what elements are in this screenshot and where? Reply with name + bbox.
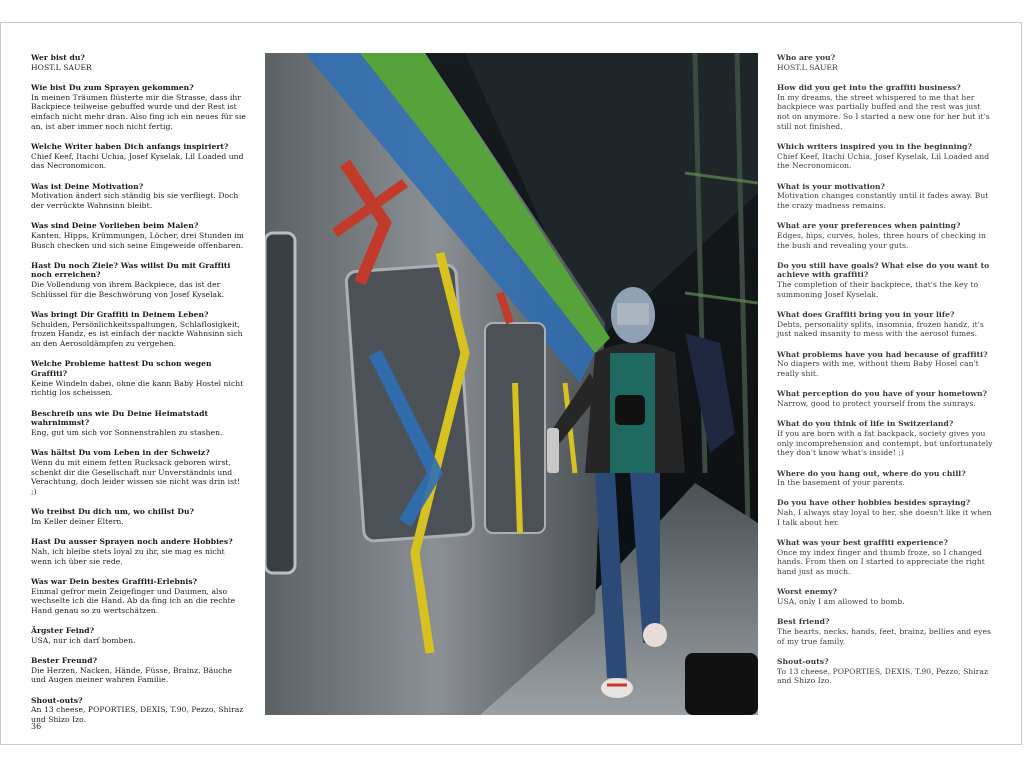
answer: Nah, I always stay loyal to her, she doesn't like it when I talk about her. — [777, 508, 992, 527]
qa-item — [31, 626, 246, 645]
question: Bester Freund? — [31, 656, 98, 666]
answer: Die Vollendung von ihrem Backpiece, das ist der Schlüssel für die Beschwörung von Josef Kyselak. — [31, 280, 225, 299]
question: Welche Probleme hattest Du schon wegen Graffiti? — [31, 359, 212, 379]
answer: HOST.L SAUER — [777, 62, 838, 72]
answer: Edges, hips, curves, holes, three hours of checking in the bush and revealing your guts. — [777, 230, 986, 250]
question: Wo treibst Du dich um, wo chillst Du? — [31, 507, 195, 517]
graffiti-train-photo — [265, 53, 758, 715]
qa-item — [777, 657, 995, 686]
qa-item — [777, 469, 995, 488]
question: Which writers inspired you in the beginning? — [777, 141, 973, 151]
qa-item — [31, 577, 246, 616]
qa-item — [31, 221, 246, 250]
qa-item — [777, 419, 995, 458]
question: Beschreib uns wie Du Deine Heimatstadt wahrnimmst? — [31, 408, 209, 428]
question: Welche Writer haben Dich anfangs inspiriert? — [31, 141, 229, 151]
qa-item — [777, 182, 995, 211]
question: Wer bist du? — [31, 53, 85, 62]
qa-item — [777, 617, 995, 646]
answer: HOST.L SAUER — [31, 62, 92, 72]
question: Do you have other hobbies besides spraying? — [777, 498, 971, 508]
question: Wie bist Du zum Sprayen gekommen? — [31, 82, 194, 92]
qa-item — [31, 310, 246, 349]
answer: Eng, gut um sich vor Sonnenstrahlen zu stashen. — [31, 428, 223, 438]
qa-item — [777, 261, 995, 300]
answer: Einmal gefror mein Zeigefinger und Daumen, also wechselte ich die Hand. Ab da fing ich an die rechte Hand genau so zu wertschätzen. — [31, 586, 236, 615]
qa-item — [31, 507, 246, 526]
answer: Chief Keef, Itachi Uchia, Josef Kyselak, Lil Loaded und das Necronomicon. — [31, 151, 244, 171]
qa-item — [777, 310, 995, 339]
qa-item — [777, 587, 995, 606]
qa-item — [777, 221, 995, 250]
qa-item — [31, 409, 246, 438]
answer: Motivation changes constantly until it fades away. But the crazy madness remains. — [777, 191, 989, 210]
answer: Motivation ändert sich ständig bis sie verfliegt. Doch der verrückte Wahnsinn bleibt. — [31, 191, 239, 210]
question: Shout-outs? — [777, 656, 829, 666]
answer: To 13 cheese, POPORTIES, DEXIS, T.90, Pezzo, Shiraz and Shizo Izo. — [777, 666, 989, 686]
question: Shout-outs? — [31, 695, 83, 705]
qa-item — [777, 83, 995, 132]
answer: No diapers with me, without them Baby Hosel can't really shit. — [777, 359, 979, 379]
answer: Wenn du mit einem fetten Rucksack geboren wirst, schenkt dir die Gesellschaft nur Unverständnis und Verachtung, doch leider wissen sie nicht was drin ist! ;) — [31, 458, 241, 497]
qa-item — [777, 498, 995, 527]
answer: USA, nur ich darf bomben. — [31, 635, 136, 645]
qa-item — [31, 83, 246, 132]
qa-item — [31, 359, 246, 398]
question: What are your preferences when painting? — [777, 221, 961, 231]
answer: Keine Windeln dabei, ohne die kann Baby Hostel nicht richtig los scheissen. — [31, 378, 244, 398]
qa-item — [777, 538, 995, 577]
question: Who are you? — [777, 53, 836, 62]
question: What does Graffiti bring you in your life? — [777, 310, 955, 320]
answer: Schulden, Persönlichkeitsspaltungen, Schlaflosigkeit, frozen Handz, es ist einfach der nackte Wahnsinn sich an den Aerosoldämpfen zu vergehen. — [31, 319, 243, 349]
interview-german-column — [31, 53, 246, 735]
question: Do you still have goals? What else do you want to achieve with graffiti? — [777, 260, 990, 280]
answer: Die Herzen, Nacken, Hände, Füsse, Brainz, Bäuche und Augen meiner wahren Familie. — [31, 665, 233, 685]
answer: The hearts, necks, hands, feet, brainz, bellies and eyes of my true family. — [777, 626, 991, 646]
qa-item — [31, 182, 246, 211]
qa-item — [31, 142, 246, 171]
question: What is your motivation? — [777, 181, 886, 191]
answer: Kanten, Hipps, Krümmungen, Löcher, drei Stunden im Busch checken und sich seine Eingeweide offenbaren. — [31, 230, 244, 250]
answer: Narrow, good to protect yourself from the sunrays. — [777, 398, 976, 408]
question: Hast Du ausser Sprayen noch andere Hobbies? — [31, 537, 233, 547]
answer: In the basement of your parents. — [777, 478, 905, 488]
qa-item — [31, 537, 246, 566]
answer: Chief Keef, Itachi Uchia, Josef Kyselak, Lil Loaded and the Necronomicon. — [777, 151, 990, 171]
qa-item — [31, 696, 246, 725]
question: Was sind Deine Vorlieben beim Malen? — [31, 221, 199, 231]
answer: In my dreams, the street whispered to me that her backpiece was partially buffed and the rest was just not on anymore. So I started a new one for her but it's still not finished. — [777, 92, 990, 131]
answer: Debts, personality splits, insomnia, frozen handz, it's just naked insanity to mess with the aerosol fumes. — [777, 319, 984, 339]
question: What perception do you have of your hometown? — [777, 389, 988, 399]
qa-item — [777, 142, 995, 171]
question: Best friend? — [777, 617, 830, 627]
question: Was war Dein bestes Graffiti-Erlebnis? — [31, 576, 198, 586]
question: What problems have you had because of graffiti? — [777, 349, 988, 359]
question: What was your best graffiti experience? — [777, 538, 948, 548]
question: Hast Du noch Ziele? Was willst Du mit Graffiti noch erreichen? — [31, 260, 231, 280]
qa-item — [777, 350, 995, 379]
question: Ärgster Feind? — [31, 626, 95, 636]
photo-graffiti-train-night-icon — [265, 53, 758, 715]
answer: USA, only I am allowed to bomb. — [777, 597, 905, 607]
qa-item — [777, 389, 995, 408]
qa-item — [31, 53, 246, 72]
question: How did you get into the graffiti business? — [777, 82, 961, 92]
question: What do you think of life in Switzerland? — [777, 419, 954, 429]
page-number: 36 — [31, 722, 42, 731]
answer: The completion of their backpiece, that's the key to summoning Josef Kyselak. — [777, 280, 979, 299]
qa-item — [31, 448, 246, 497]
answer: If you are born with a fat backpack, society gives you only incomprehension and contempt, but unfortunately they don't know what's inside! ;) — [777, 428, 993, 458]
qa-item — [31, 261, 246, 300]
answer: Once my index finger and thumb froze, so I changed hands. From then on I started to appreciate the right hand just as much. — [777, 547, 985, 577]
qa-item — [777, 53, 995, 72]
answer: In meinen Träumen flüsterte mir die Strasse, dass ihr Backpiece teilweise gebuffed wurde und der Rest ist einfach nicht mehr dran. Also fing ich ein neues für sie an, ist aber immer noch nicht fertig. — [31, 92, 246, 131]
qa-item — [31, 656, 246, 685]
interview-english-column — [777, 53, 995, 696]
answer: Nah, ich bleibe stets loyal zu ihr, sie mag es nicht wenn ich über sie rede. — [31, 546, 225, 566]
question: Worst enemy? — [777, 587, 838, 597]
answer: Im Keller deiner Eltern. — [31, 517, 124, 527]
answer: An 13 cheese, POPORTIES, DEXIS, T.90, Pezzo, Shiraz und Shizo Izo. — [31, 705, 244, 725]
question: Was bringt Dir Graffiti in Deinem Leben? — [31, 310, 209, 320]
question: Where do you hang out, where do you chill? — [777, 468, 966, 478]
question: Was ist Deine Motivation? — [31, 181, 144, 191]
question: Was hältst Du vom Leben in der Schweiz? — [31, 448, 210, 458]
